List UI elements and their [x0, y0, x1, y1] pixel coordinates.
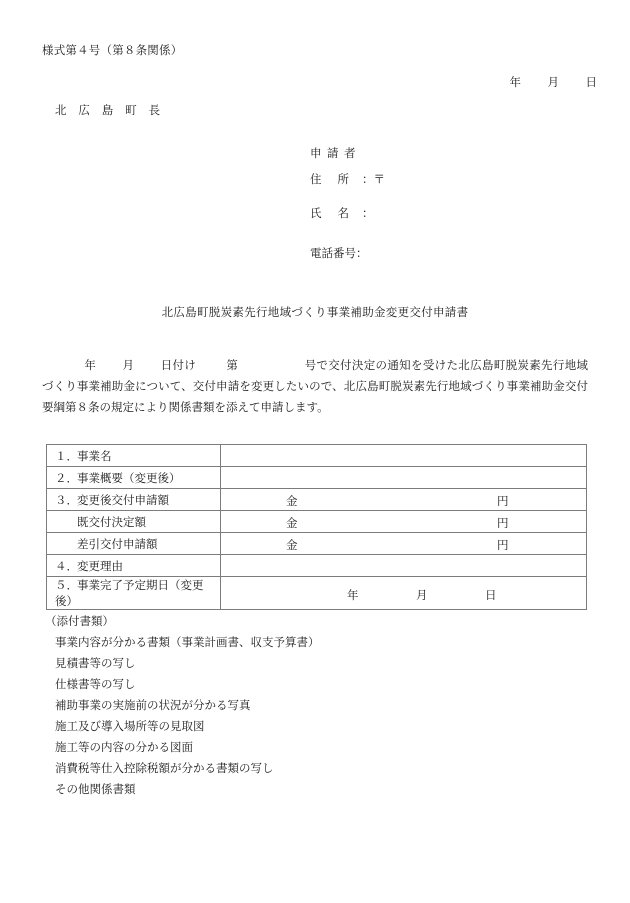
table-row	[47, 577, 587, 610]
applicant-phone-label: 電話番号	[310, 248, 356, 260]
table-row	[47, 445, 587, 467]
header-date-line	[498, 66, 624, 101]
list-item: 施工等の内容の分かる図面	[55, 742, 193, 754]
amount-unit: 円	[497, 540, 509, 552]
row-value-existing-decided-amount[interactable]	[221, 511, 587, 533]
amount-prefix: 金	[286, 496, 298, 508]
application-form-table	[46, 444, 587, 610]
row-label-completion-date	[47, 577, 221, 610]
table-row	[47, 533, 587, 555]
row-value-business-outline[interactable]	[221, 467, 587, 489]
applicant-section-label	[310, 149, 361, 161]
row-number: ４．	[55, 560, 78, 573]
row-label-existing-decided-amount	[47, 511, 221, 533]
applicant-phone-value: ：	[356, 248, 368, 260]
amount-unit: 円	[497, 518, 509, 530]
applicant-address-label: 住 所	[310, 174, 349, 186]
row-label-difference-amount	[47, 533, 221, 555]
row-number: １．	[55, 450, 78, 463]
row-label-text: 事業完了予定期日（変更後）	[55, 580, 204, 608]
decision-number-prefix: 第	[226, 360, 239, 372]
row-number: ３．	[55, 494, 78, 507]
row-label-business-outline	[47, 467, 221, 489]
row-number: ２．	[55, 472, 78, 485]
completion-day-unit: 日	[485, 589, 497, 602]
body-main-text: 号で交付決定の通知を受けた北広島町脱炭素先行地域づくり事業補助金について、交付申請を変更したいので、北広島町脱炭素先行地域づくり事業補助金交付要綱第８条の規定により関係書類を添えて申請します。	[42, 360, 589, 414]
list-item: 事業内容が分かる書類（事業計画書、収支予算書）	[55, 637, 320, 649]
amount-entry	[221, 511, 586, 532]
amount-prefix: 金	[286, 518, 298, 530]
attachments-heading: （添付書類）	[45, 616, 114, 628]
applicant-address-value: ：〒	[362, 174, 385, 186]
applicant-name-row	[310, 209, 374, 221]
applicant-name-value: ：	[362, 208, 374, 220]
table-row	[47, 555, 587, 577]
row-label-text: 変更理由	[77, 560, 123, 573]
row-label-text: 差引交付申請額	[77, 538, 158, 551]
document-title: 北広島町脱炭素先行地域づくり事業補助金変更交付申請書	[161, 307, 469, 319]
table-row	[47, 467, 587, 489]
header-date-year: 年	[509, 76, 521, 89]
amount-prefix: 金	[286, 540, 298, 552]
row-value-revised-request-amount[interactable]	[221, 489, 587, 511]
amount-entry	[221, 489, 586, 510]
row-label-text: 既交付決定額	[77, 516, 146, 529]
body-paragraph	[42, 356, 588, 419]
table-row	[47, 489, 587, 511]
row-label-change-reason	[47, 555, 221, 577]
attachments-section	[45, 612, 320, 801]
row-label-text: 変更後交付申請額	[77, 494, 169, 507]
decision-date-day: 日付け	[160, 360, 197, 372]
amount-unit: 円	[497, 496, 509, 508]
row-label-revised-request-amount	[47, 489, 221, 511]
row-label-text: 事業概要（変更後）	[77, 472, 181, 485]
form-number: 様式第４号（第８条関係）	[42, 45, 183, 57]
amount-entry	[221, 533, 586, 554]
decision-date-year: 年	[84, 360, 97, 372]
table-row	[47, 511, 587, 533]
list-item: 施工及び導入場所等の見取図	[55, 721, 205, 733]
decision-date-month: 月	[122, 360, 135, 372]
list-item: 見積書等の写し	[55, 658, 136, 670]
applicant-label-text: 申請者	[310, 148, 361, 160]
list-item: その他関係書類	[55, 784, 136, 796]
row-value-difference-amount[interactable]	[221, 533, 587, 555]
row-label-business-name	[47, 445, 221, 467]
row-value-change-reason[interactable]	[221, 555, 587, 577]
row-value-business-name[interactable]	[221, 445, 587, 467]
header-date-day: 日	[585, 76, 597, 89]
addressee: 北 広 島 町 長	[55, 105, 161, 117]
row-number: ５．	[55, 580, 78, 592]
header-date-month: 月	[547, 76, 559, 89]
list-item: 補助事業の実施前の状況が分かる写真	[55, 700, 251, 712]
list-item: 仕様書等の写し	[55, 679, 136, 691]
applicant-phone-row	[310, 249, 368, 261]
row-value-completion-date[interactable]	[221, 577, 587, 610]
date-entry	[221, 583, 586, 604]
completion-month-unit: 月	[416, 589, 428, 602]
row-label-text: 事業名	[77, 450, 112, 463]
form-table-body	[47, 445, 587, 610]
completion-year-unit: 年	[347, 589, 359, 602]
applicant-address-row	[310, 175, 385, 187]
list-item: 消費税等仕入控除税額が分かる書類の写し	[55, 763, 274, 775]
applicant-name-label: 氏 名	[310, 208, 349, 220]
